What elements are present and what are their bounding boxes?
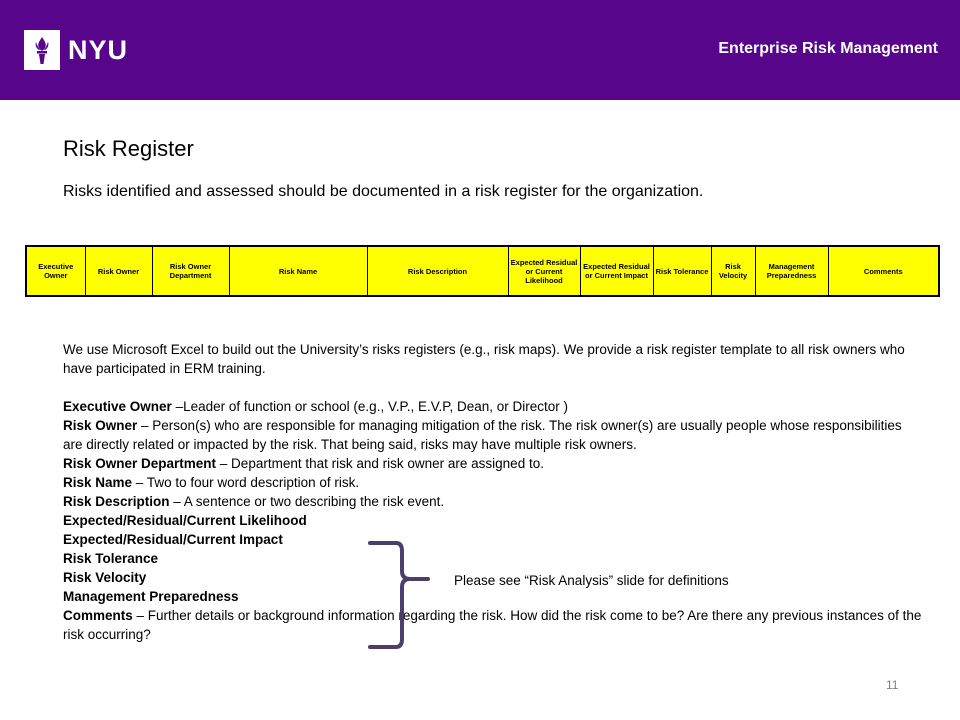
column-header: Comments: [828, 246, 939, 296]
definition-item: [63, 511, 923, 530]
definition-text: –Leader of function or school (e.g., V.P., E.V.P, Dean, or Director ): [171, 399, 569, 414]
definition-text: – Two to four word description of risk.: [132, 475, 360, 490]
definition-item: [63, 397, 923, 416]
definition-text: – A sentence or two describing the risk event.: [169, 494, 445, 509]
column-header: Expected Residual or Current Impact: [580, 246, 653, 296]
column-header: Expected Residual or Current Likelihood: [508, 246, 580, 296]
header-title: Enterprise Risk Management: [718, 40, 938, 57]
column-header: Risk Tolerance: [653, 246, 711, 296]
column-header: Risk Velocity: [711, 246, 755, 296]
column-header: Risk Owner Department: [152, 246, 229, 296]
definition-item: [63, 549, 923, 568]
definition-item: [63, 454, 923, 473]
column-header: Risk Name: [229, 246, 367, 296]
definition-text: – Further details or background information regarding the risk. How did the risk come to be? Are there any previous instances of the risk occurring?: [63, 608, 922, 642]
body-text: [63, 340, 923, 644]
definition-item: [63, 530, 923, 549]
definition-term: Risk Description: [63, 494, 170, 509]
see-risk-analysis-note: Please see “Risk Analysis” slide for definitions: [454, 573, 729, 588]
definition-item: [63, 473, 923, 492]
definition-term: Expected/Residual/Current Likelihood: [63, 513, 307, 528]
definition-term: Risk Owner: [63, 418, 138, 433]
logo-text: NYU: [68, 34, 129, 65]
definition-item: [63, 606, 923, 644]
nyu-logo: [24, 30, 128, 70]
risk-register-table: [25, 245, 940, 297]
definition-text: – Department that risk and risk owner are assigned to.: [216, 456, 544, 471]
torch-icon: [24, 30, 60, 70]
definition-term: Management Preparedness: [63, 589, 239, 604]
definition-item: [63, 492, 923, 511]
definition-item: [63, 587, 923, 606]
column-header: Risk Owner: [85, 246, 152, 296]
definition-term: Risk Velocity: [63, 570, 147, 585]
definition-term: Risk Owner Department: [63, 456, 217, 471]
paragraph-excel: We use Microsoft Excel to build out the University’s risks registers (e.g., risk maps). We provide a risk register template to all risk owners who have participated in ERM training.: [63, 342, 905, 376]
definition-term: Expected/Residual/Current Impact: [63, 532, 283, 547]
definition-text: – Person(s) who are responsible for managing mitigation of the risk. The risk owner(s) are usually people whose responsibilities are directly related or impacted by the risk. That being said, risks may have multiple risk owners.: [63, 418, 902, 452]
intro-text: Risks identified and assessed should be documented in a risk register for the organization.: [63, 183, 704, 200]
column-header: Executive Owner: [26, 246, 85, 296]
definition-term: Risk Name: [63, 475, 133, 490]
column-header: Risk Description: [367, 246, 508, 296]
definition-term: Executive Owner: [63, 399, 172, 414]
slide-title: Risk Register: [63, 136, 194, 161]
bracket-icon: [366, 537, 436, 657]
register-header-row: [26, 246, 939, 296]
definition-term: Comments: [63, 608, 133, 623]
column-header: Management Preparedness: [755, 246, 828, 296]
definition-term: Risk Tolerance: [63, 551, 159, 566]
definition-item: [63, 416, 923, 454]
header-bar: [0, 0, 960, 100]
page-number: 11: [886, 678, 899, 692]
